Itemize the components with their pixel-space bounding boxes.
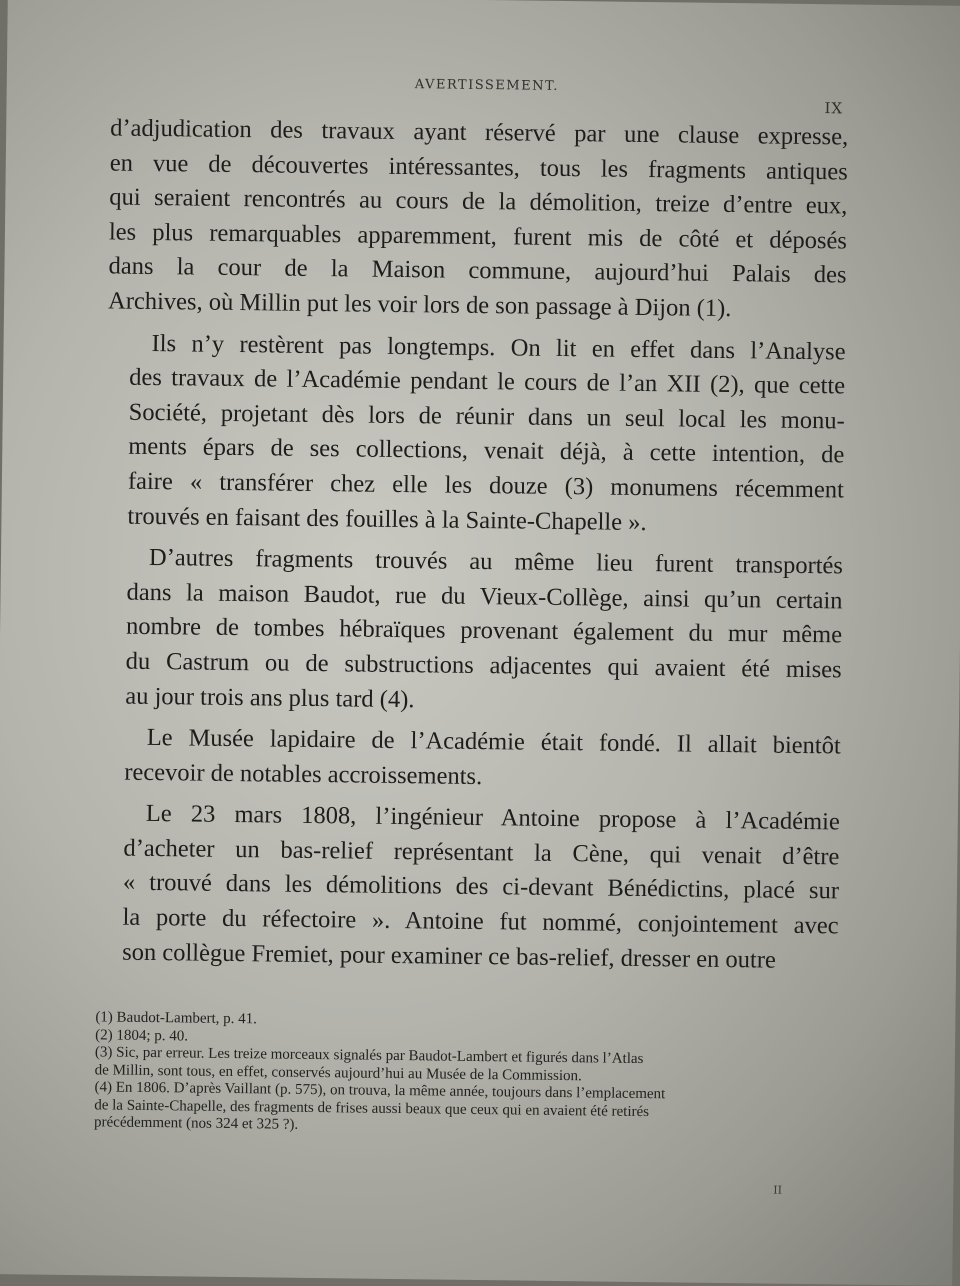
- text-line: nombre de tombes hébraïques provenant également du mur même: [125, 612, 843, 649]
- text-line: au jour trois ans plus tard (4).: [125, 682, 415, 713]
- text-line: ments épars de ses collections, venait déjà, à cette intention, de: [128, 433, 845, 469]
- text-line: qui seraient rencontrés au cours de la démolition, treize d’entre eux,: [109, 183, 848, 220]
- running-head: AVERTISSEMENT.: [414, 77, 560, 94]
- text-line: « trouvé dans les démolitions des ci-devant Bénédictins, placé sur: [122, 869, 840, 905]
- footnote-line: (1) Baudot-Lambert, p. 41.: [95, 1009, 258, 1028]
- paragraph: [103, 541, 843, 723]
- page-number: IX: [824, 99, 844, 118]
- text-line: Société, projetant dès lors de réunir dans un seul local les monu-: [128, 398, 845, 435]
- text-line: recevoir de notables accroissements.: [124, 758, 483, 790]
- text-line: Le 23 mars 1808, l’ingénieur Antoine propose à l’Académie: [145, 800, 840, 836]
- text-line: D’autres fragments trouvés au même lieu furent transportés: [148, 544, 844, 580]
- footnote-line: précédemment (nos 324 et 325 ?).: [93, 1114, 299, 1133]
- text-line: trouvés en faisant des fouilles à la Sainte-Chapelle ».: [127, 502, 647, 536]
- paragraph: [100, 797, 840, 979]
- text-line: son collègue Fremiet, pour examiner ce bas-relief, dresser en outre: [121, 938, 777, 974]
- text-line: des travaux de l’Académie pendant le cours de l’an XII (2), que cette: [129, 363, 846, 400]
- text-line: du Castrum ou de substructions adjacentes qui avaient été mises: [125, 647, 842, 684]
- text-line: d’acheter un bas-relief représentant la Cène, qui venait d’être: [123, 834, 840, 871]
- text-line: d’adjudication des travaux ayant réservé par une clause expresse,: [110, 114, 849, 151]
- footnote-line: (2) 1804; p. 40.: [95, 1026, 189, 1044]
- text-line: dans la maison Baudot, rue du Vieux-Collège, ainsi qu’un certain: [126, 578, 843, 615]
- text-line: Le Musée lapidaire de l’Académie était fondé. Il allait bientôt: [146, 724, 841, 760]
- paragraph: [102, 720, 841, 798]
- text-line: dans la cour de la Maison commune, aujourd’hui Palais des: [108, 252, 847, 289]
- text-line: faire « transférer chez elle les douze (3) monumens récemment: [127, 467, 845, 504]
- footnote-line: (3) Sic, par erreur. Les treize morceaux signalés par Baudot-Lambert et figurés dans l’Atlas: [94, 1044, 644, 1068]
- footnotes: [94, 1009, 835, 1141]
- body-text: [100, 111, 849, 985]
- paragraph: [105, 326, 845, 543]
- text-line: Archives, où Millin put les voir lors de son passage à Dijon (1).: [107, 287, 732, 323]
- footnote-line: de Millin, sont tous, en effet, conservés aujourd’hui au Musée de la Commission.: [94, 1061, 582, 1084]
- text-line: la porte du réfectoire ». Antoine fut nommé, conjointement avec: [122, 903, 839, 940]
- signature-mark: II: [773, 1183, 783, 1197]
- text-line: en vue de découvertes intéressantes, tous les fragments antiques: [109, 149, 848, 186]
- footnote-line: (4) En 1806. D’après Vaillant (p. 575), on trouva, la même année, toujours dans l’emplacement: [94, 1079, 666, 1103]
- text-line: les plus remarquables apparemment, furent mis de côté et déposés: [108, 218, 848, 255]
- paragraph: [108, 111, 848, 328]
- text-line: Ils n’y restèrent pas longtemps. On lit en effet dans l’Analyse: [151, 329, 846, 366]
- footnote-line: de la Sainte-Chapelle, des fragments de frises aussi beaux que ceux qui en avaient été retirés: [94, 1096, 650, 1120]
